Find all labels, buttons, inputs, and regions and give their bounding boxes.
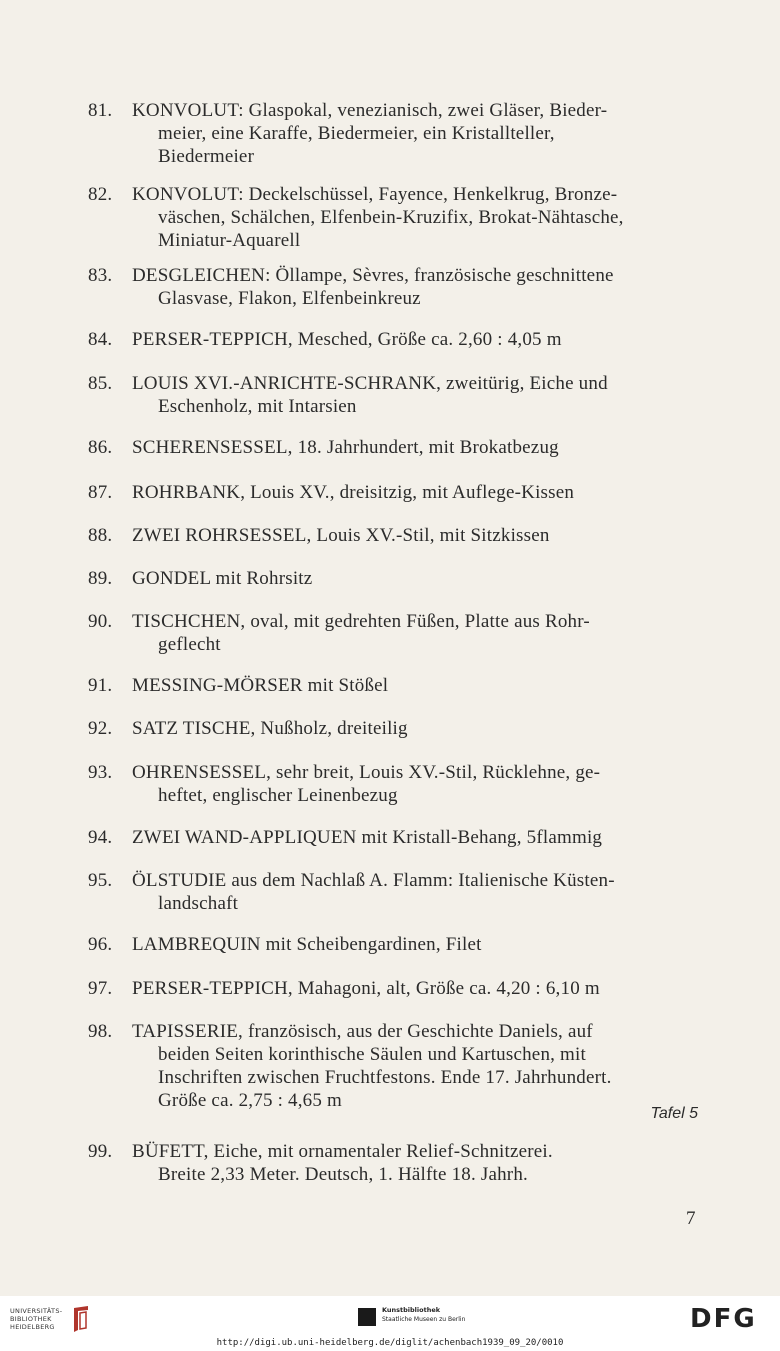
entry-number: 96. <box>88 934 113 955</box>
entry-continuation-line: landschaft <box>158 893 239 914</box>
entry-number: 97. <box>88 978 113 999</box>
entry-number: 84. <box>88 329 113 350</box>
kunstbibliothek-logo-icon <box>358 1308 376 1326</box>
entry-text <box>132 99 698 168</box>
entry-text <box>132 1020 698 1112</box>
entry-number: 98. <box>88 1021 113 1042</box>
entry-text <box>132 481 698 504</box>
entry-text <box>132 1140 698 1186</box>
entry-text <box>132 328 698 351</box>
entry-continuation-line: meier, eine Karaffe, Biedermeier, ein Kristallteller, <box>158 123 555 144</box>
page-number: 7 <box>686 1208 696 1229</box>
entry-text <box>132 567 698 590</box>
entry-number: 88. <box>88 525 113 546</box>
uni-line: HEIDELBERG <box>10 1323 55 1331</box>
entry-text <box>132 977 698 1000</box>
university-logo-icon <box>70 1304 92 1334</box>
entry-line: KONVOLUT: Deckelschüssel, Fayence, Henkelkrug, Bronze- <box>132 184 618 205</box>
entry-line: LOUIS XVI.-ANRICHTE-SCHRANK, zweitürig, Eiche und <box>132 373 608 394</box>
entry-text <box>132 717 698 740</box>
dfg-logo: DFG <box>690 1304 757 1334</box>
entry-line: DESGLEICHEN: Öllampe, Sèvres, französische geschnittene <box>132 265 614 286</box>
entry-number: 87. <box>88 482 113 503</box>
entry-line: MESSING-MÖRSER mit Stößel <box>132 675 389 696</box>
entry-continuation-line: Miniatur-Aquarell <box>158 230 301 251</box>
entry-text <box>132 183 698 252</box>
entry-continuation-line: heftet, englischer Leinenbezug <box>158 785 398 806</box>
entry-line: PERSER-TEPPICH, Mesched, Größe ca. 2,60 : 4,05 m <box>132 329 562 350</box>
footer <box>0 1296 780 1351</box>
entry-continuation-line: Biedermeier <box>158 146 255 167</box>
entry-line: SCHERENSESSEL, 18. Jahrhundert, mit Brokatbezug <box>132 437 559 458</box>
entry-text <box>132 674 698 697</box>
entry-line: ROHRBANK, Louis XV., dreisitzig, mit Auflege-Kissen <box>132 482 575 503</box>
plate-reference: Tafel 5 <box>650 1105 698 1122</box>
entry-line: KONVOLUT: Glaspokal, venezianisch, zwei Gläser, Bieder- <box>132 100 608 121</box>
entry-continuation-line: beiden Seiten korinthische Säulen und Kartuschen, mit <box>158 1044 586 1065</box>
entry-number: 86. <box>88 437 113 458</box>
entry-number: 95. <box>88 870 113 891</box>
entry-continuation-line: Inschriften zwischen Fruchtfestons. Ende 17. Jahrhundert. <box>158 1067 612 1088</box>
university-library-label <box>10 1307 62 1331</box>
entry-number: 83. <box>88 265 113 286</box>
entry-continuation-line: Glasvase, Flakon, Elfenbeinkreuz <box>158 288 421 309</box>
entry-number: 81. <box>88 100 113 121</box>
entry-line: BÜFETT, Eiche, mit ornamentaler Relief-Schnitzerei. <box>132 1141 553 1162</box>
entry-text <box>132 869 698 915</box>
entry-line: PERSER-TEPPICH, Mahagoni, alt, Größe ca. 4,20 : 6,10 m <box>132 978 600 999</box>
entry-text <box>132 436 698 459</box>
entry-continuation-line: Größe ca. 2,75 : 4,65 m <box>158 1090 343 1111</box>
entry-continuation-line: Breite 2,33 Meter. Deutsch, 1. Hälfte 18. Jahrh. <box>158 1164 528 1185</box>
entry-text <box>132 761 698 807</box>
entry-continuation-line: geflecht <box>158 634 221 655</box>
entry-text <box>132 524 698 547</box>
uni-line: UNIVERSITÄTS- <box>10 1307 63 1315</box>
entry-line: SATZ TISCHE, Nußholz, dreiteilig <box>132 718 408 739</box>
entry-number: 94. <box>88 827 113 848</box>
entry-number: 89. <box>88 568 113 589</box>
entry-text <box>132 264 698 310</box>
entry-line: ZWEI WAND-APPLIQUEN mit Kristall-Behang, 5flammig <box>132 827 603 848</box>
entry-continuation-line: väschen, Schälchen, Elfenbein-Kruzifix, Brokat-Nähtasche, <box>158 207 624 228</box>
kunstbibliothek-subtitle: Staatliche Museen zu Berlin <box>382 1316 466 1323</box>
entry-line: TAPISSERIE, französisch, aus der Geschichte Daniels, auf <box>132 1021 593 1042</box>
entry-text <box>132 933 698 956</box>
entry-line: GONDEL mit Rohrsitz <box>132 568 313 589</box>
entry-continuation-line: Eschenholz, mit Intarsien <box>158 396 357 417</box>
entry-text <box>132 610 698 656</box>
kunstbibliothek-title: Kunstbibliothek <box>382 1306 441 1314</box>
uni-line: BIBLIOTHEK <box>10 1315 52 1323</box>
entry-line: LAMBREQUIN mit Scheibengardinen, Filet <box>132 934 482 955</box>
entry-number: 82. <box>88 184 113 205</box>
kunstbibliothek-label <box>382 1306 465 1324</box>
entry-text <box>132 826 698 849</box>
entry-number: 92. <box>88 718 113 739</box>
entry-number: 99. <box>88 1141 113 1162</box>
entry-number: 85. <box>88 373 113 394</box>
entry-line: ZWEI ROHRSESSEL, Louis XV.-Stil, mit Sitzkissen <box>132 525 550 546</box>
entry-number: 93. <box>88 762 113 783</box>
entry-line: TISCHCHEN, oval, mit gedrehten Füßen, Platte aus Rohr- <box>132 611 590 632</box>
entry-line: OHRENSESSEL, sehr breit, Louis XV.-Stil, Rücklehne, ge- <box>132 762 601 783</box>
entry-number: 91. <box>88 675 113 696</box>
source-url[interactable]: http://digi.ub.uni-heidelberg.de/diglit/achenbach1939_09_20/0010 <box>216 1338 564 1348</box>
entry-number: 90. <box>88 611 113 632</box>
entry-line: ÖLSTUDIE aus dem Nachlaß A. Flamm: Italienische Küsten- <box>132 870 615 891</box>
entry-text <box>132 372 698 418</box>
